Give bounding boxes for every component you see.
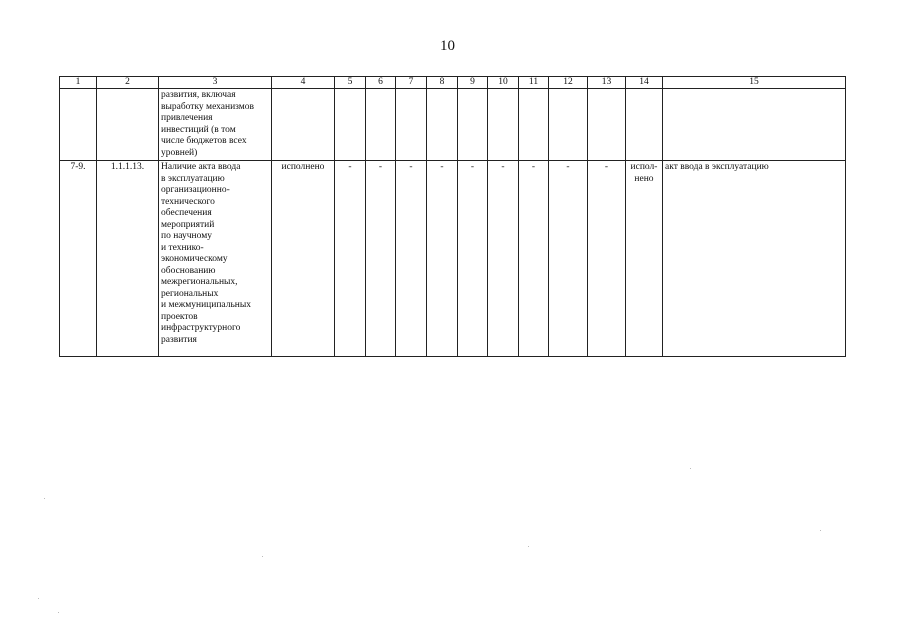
column-header: 12: [549, 77, 588, 89]
row-cell-5: -: [335, 161, 366, 357]
row-number: 7-9.: [60, 161, 97, 357]
scan-speck: [690, 468, 691, 469]
row-cell-8: -: [427, 161, 458, 357]
column-header: 15: [663, 77, 846, 89]
header-row: [60, 77, 846, 89]
scan-speck: [38, 598, 39, 599]
row-description: Наличие акта ввода в эксплуатацию организационно- технического обеспечения мероприятий по научному и технико- экономическому обоснованию межрегиональных, региональных и межмуниципальных проектов инфраструктурного развития: [159, 161, 272, 357]
row-note: акт ввода в эксплуатацию: [663, 161, 846, 357]
column-header: 8: [427, 77, 458, 89]
column-header: 9: [458, 77, 488, 89]
column-header: 11: [519, 77, 549, 89]
row-cell-7: -: [396, 161, 427, 357]
row-cell-13: -: [588, 161, 626, 357]
row-cell-12: -: [549, 161, 588, 357]
row-cell-9: -: [458, 161, 488, 357]
column-header: 13: [588, 77, 626, 89]
row-cell-6: -: [366, 161, 396, 357]
scan-speck: [44, 498, 45, 499]
column-header: 5: [335, 77, 366, 89]
column-header: 3: [159, 77, 272, 89]
table-row-continuation: [60, 89, 846, 161]
scan-speck: [528, 546, 529, 547]
row-code: 1.1.1.13.: [97, 161, 159, 357]
column-header: 4: [272, 77, 335, 89]
column-header: 1: [60, 77, 97, 89]
scan-speck: [820, 530, 821, 531]
page-number: 10: [440, 38, 455, 54]
table-row: [60, 161, 846, 357]
row-result: испол- нено: [626, 161, 663, 357]
column-header: 2: [97, 77, 159, 89]
column-header: 10: [488, 77, 519, 89]
continuation-description: развития, включая выработку механизмов привлечения инвестиций (в том числе бюджетов всех уровней): [159, 89, 272, 161]
column-header: 14: [626, 77, 663, 89]
row-status: исполнено: [272, 161, 335, 357]
row-cell-10: -: [488, 161, 519, 357]
column-header: 6: [366, 77, 396, 89]
row-cell-11: -: [519, 161, 549, 357]
report-table: [59, 76, 846, 357]
column-header: 7: [396, 77, 427, 89]
scan-speck: [58, 612, 59, 613]
scan-speck: [262, 556, 263, 557]
